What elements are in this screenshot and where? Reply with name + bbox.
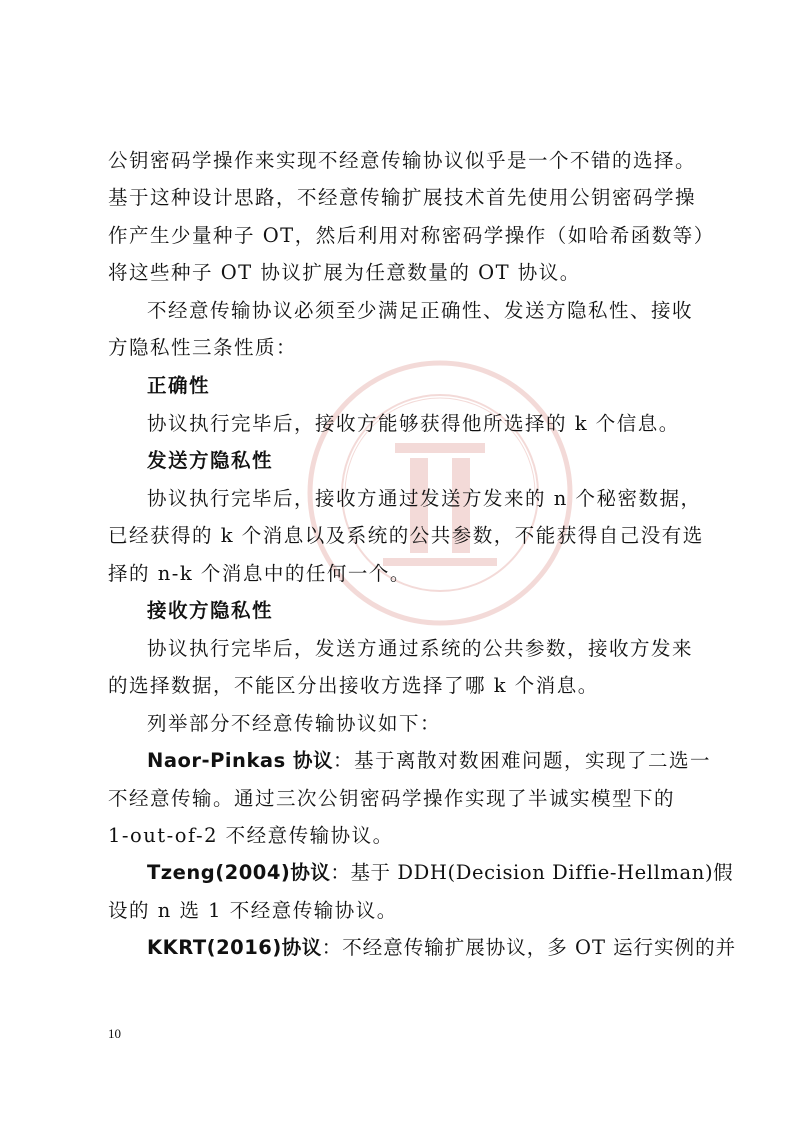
body-line: 设的 n 选 1 不经意传输协议。: [108, 899, 398, 922]
page-number: 10: [108, 1026, 121, 1041]
section-heading: 正确性: [147, 374, 211, 397]
body-line: 列举部分不经意传输协议如下：: [147, 712, 442, 735]
protocol-description: ：不经意传输扩展协议，多 OT 运行实例的并: [321, 936, 737, 959]
body-line: 择的 n-k 个消息中的任何一个。: [108, 562, 411, 585]
section-heading: 发送方隐私性: [147, 449, 274, 472]
body-line: 作产生少量种子 OT，然后利用对称密码学操作（如哈希函数等）: [108, 224, 715, 247]
protocol-item: [147, 858, 737, 888]
body-line: 1-out-of-2 不经意传输协议。: [108, 824, 394, 847]
body-line: 协议执行完毕后，接收方通过发送方发来的 n 个秘密数据，: [147, 487, 702, 510]
protocol-item: [147, 746, 737, 776]
body-line: 公钥密码学操作来实现不经意传输协议似乎是一个不错的选择。: [108, 149, 697, 172]
body-line: 协议执行完毕后，发送方通过系统的公共参数，接收方发来: [147, 637, 694, 660]
body-line: 协议执行完毕后，接收方能够获得他所选择的 k 个信息。: [147, 412, 680, 435]
body-line: 将这些种子 OT 协议扩展为任意数量的 OT 协议。: [108, 261, 581, 284]
protocol-name: KKRT(2016)协议: [147, 936, 322, 959]
section-heading: 接收方隐私性: [147, 599, 274, 622]
body-line: 不经意传输。通过三次公钥密码学操作实现了半诚实模型下的: [108, 787, 676, 810]
body-line: 已经获得的 k 个消息以及系统的公共参数，不能获得自己没有选: [108, 524, 704, 547]
body-line: 的选择数据，不能区分出接收方选择了哪 k 个消息。: [108, 674, 599, 697]
protocol-description: ：基于 DDH(Decision Diffie-Hellman)假: [330, 861, 734, 884]
body-line: 基于这种设计思路，不经意传输扩展技术首先使用公钥密码学操: [108, 186, 697, 209]
protocol-item: [147, 933, 737, 963]
body-line: 不经意传输协议必须至少满足正确性、发送方隐私性、接收: [147, 299, 694, 322]
protocol-name: Tzeng(2004)协议: [147, 861, 331, 884]
body-line: 方隐私性三条性质：: [108, 336, 298, 359]
protocol-description: ：基于离散对数困难问题，实现了二选一: [332, 749, 711, 772]
protocol-name: Naor-Pinkas 协议: [147, 749, 333, 772]
